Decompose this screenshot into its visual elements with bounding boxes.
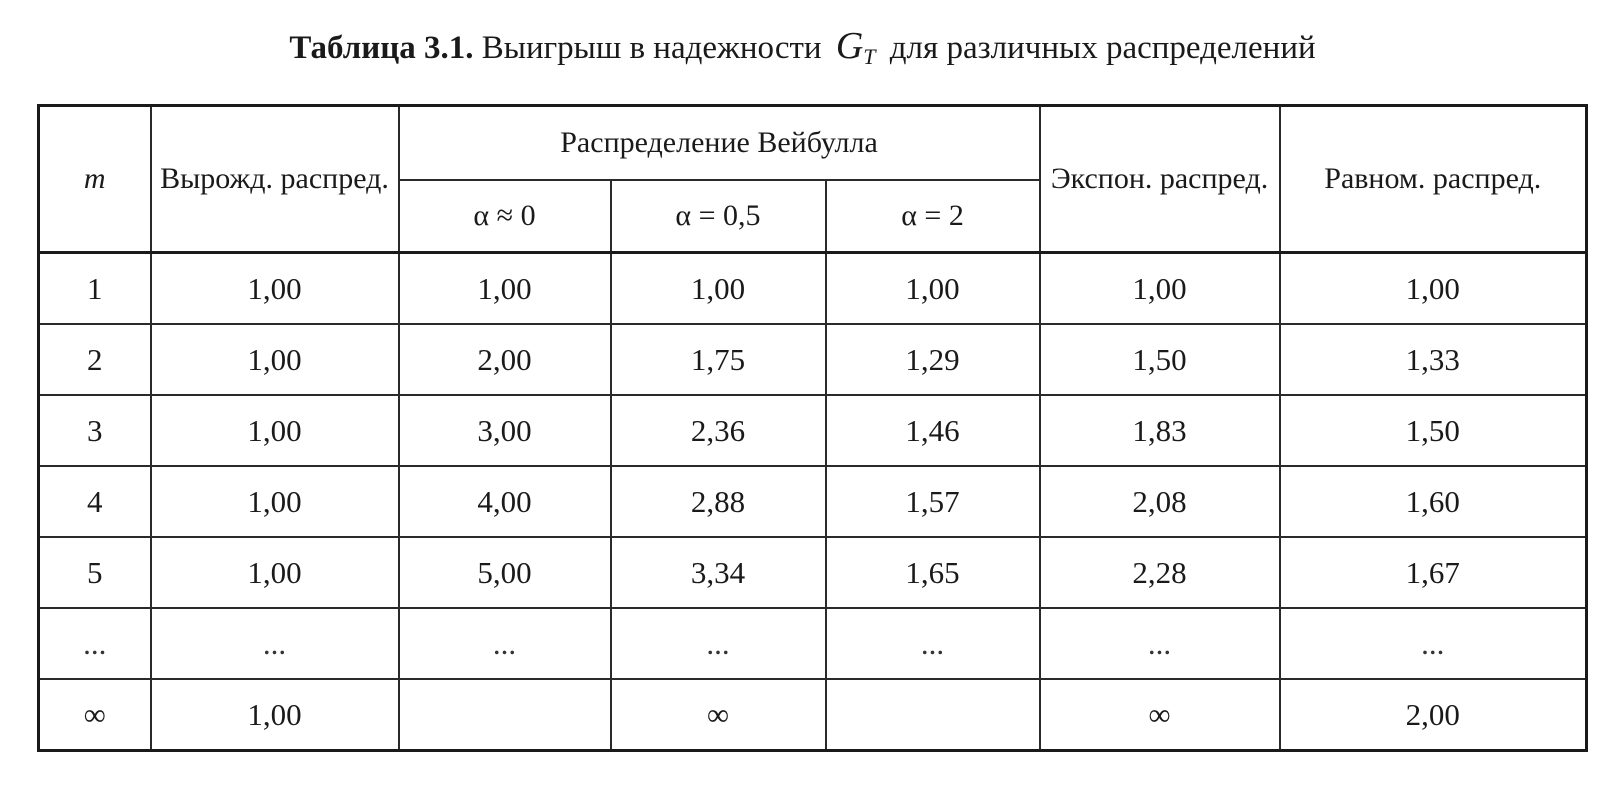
header-weibull: Распределение Вейбулла [399, 106, 1040, 181]
cell-weibull-alpha-0 [399, 679, 611, 751]
cell-degenerate: 1,00 [151, 537, 399, 608]
table-row [39, 395, 1587, 466]
cell-degenerate: 1,00 [151, 324, 399, 395]
cell-weibull-alpha-2: 1,57 [826, 466, 1040, 537]
reliability-gain-table [37, 104, 1588, 752]
header-weibull-alpha-05: α = 0,5 [611, 180, 826, 253]
cell-weibull-alpha-05: 3,34 [611, 537, 826, 608]
cell-degenerate: 1,00 [151, 395, 399, 466]
cell-weibull-alpha-0: 1,00 [399, 253, 611, 325]
header-degenerate: Вырожд. распред. [151, 106, 399, 253]
cell-weibull-alpha-05: 2,36 [611, 395, 826, 466]
cell-uniform: 1,50 [1280, 395, 1587, 466]
cell-weibull-alpha-2: 1,29 [826, 324, 1040, 395]
cell-uniform: 1,33 [1280, 324, 1587, 395]
cell-exponential: 1,50 [1040, 324, 1280, 395]
cell-weibull-alpha-0: 5,00 [399, 537, 611, 608]
table-row [39, 253, 1587, 325]
cell-degenerate: ... [151, 608, 399, 679]
caption-math-symbol [836, 25, 876, 67]
caption-label: Таблица 3.1. [289, 30, 474, 66]
cell-exponential: 2,28 [1040, 537, 1280, 608]
cell-weibull-alpha-0: 4,00 [399, 466, 611, 537]
cell-uniform: 2,00 [1280, 679, 1587, 751]
cell-exponential: 1,83 [1040, 395, 1280, 466]
header-m: m [39, 106, 151, 253]
cell-m: 4 [39, 466, 151, 537]
cell-weibull-alpha-0: 2,00 [399, 324, 611, 395]
header-exponential: Экспон. распред. [1040, 106, 1280, 253]
table-row-ellipsis [39, 608, 1587, 679]
cell-weibull-alpha-2 [826, 679, 1040, 751]
caption-text-after: для различных распределений [889, 30, 1316, 66]
caption-math-var: G [835, 25, 864, 67]
table-caption [0, 22, 1605, 81]
cell-m: 1 [39, 253, 151, 325]
cell-exponential: 1,00 [1040, 253, 1280, 325]
cell-weibull-alpha-2: 1,00 [826, 253, 1040, 325]
cell-exponential: ∞ [1040, 679, 1280, 751]
cell-weibull-alpha-05: 2,88 [611, 466, 826, 537]
table-row-infinity [39, 679, 1587, 751]
cell-weibull-alpha-2: 1,65 [826, 537, 1040, 608]
cell-m: ∞ [39, 679, 151, 751]
cell-weibull-alpha-2: 1,46 [826, 395, 1040, 466]
cell-weibull-alpha-0: ... [399, 608, 611, 679]
cell-m: ... [39, 608, 151, 679]
cell-exponential: 2,08 [1040, 466, 1280, 537]
caption-math-sub: T [863, 44, 876, 69]
cell-uniform: 1,60 [1280, 466, 1587, 537]
table-row [39, 537, 1587, 608]
cell-weibull-alpha-05: 1,75 [611, 324, 826, 395]
caption-text-before: Выигрыш в надежности [481, 30, 822, 66]
cell-weibull-alpha-05: ... [611, 608, 826, 679]
cell-uniform: 1,00 [1280, 253, 1587, 325]
cell-degenerate: 1,00 [151, 466, 399, 537]
header-weibull-alpha-0: α ≈ 0 [399, 180, 611, 253]
cell-uniform: ... [1280, 608, 1587, 679]
header-weibull-alpha-2: α = 2 [826, 180, 1040, 253]
cell-degenerate: 1,00 [151, 253, 399, 325]
cell-weibull-alpha-0: 3,00 [399, 395, 611, 466]
cell-degenerate: 1,00 [151, 679, 399, 751]
cell-weibull-alpha-05: ∞ [611, 679, 826, 751]
cell-exponential: ... [1040, 608, 1280, 679]
cell-weibull-alpha-2: ... [826, 608, 1040, 679]
cell-m: 2 [39, 324, 151, 395]
header-uniform: Равном. распред. [1280, 106, 1587, 253]
table-row [39, 324, 1587, 395]
cell-uniform: 1,67 [1280, 537, 1587, 608]
cell-m: 3 [39, 395, 151, 466]
cell-m: 5 [39, 537, 151, 608]
table-row [39, 466, 1587, 537]
cell-weibull-alpha-05: 1,00 [611, 253, 826, 325]
